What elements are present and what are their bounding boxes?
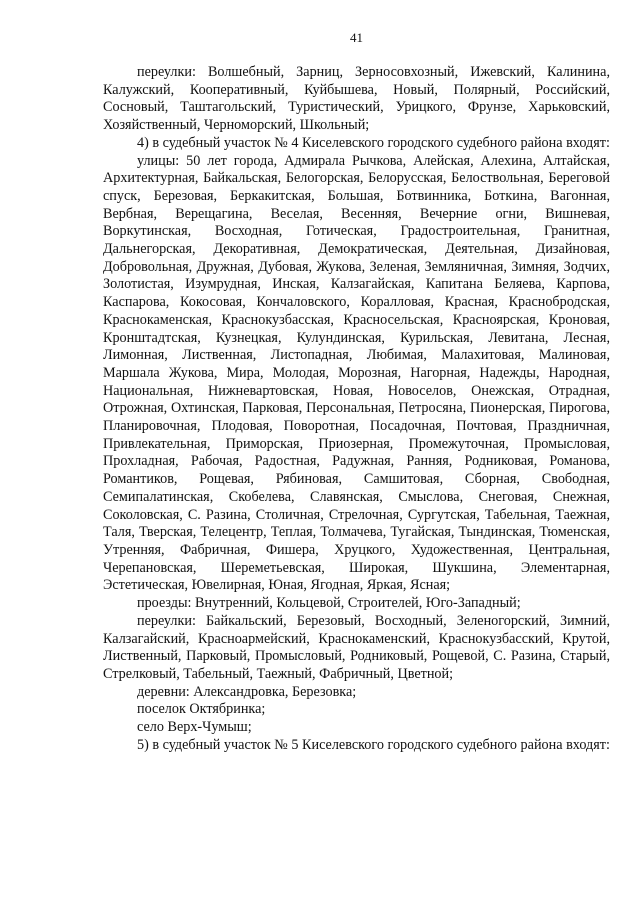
document-page: [103, 30, 610, 754]
paragraph-selo: село Верх-Чумыш;: [137, 719, 252, 736]
paragraph-passages-list: проезды: Внутренний, Кольцевой, Строителей, Юго-Западный;: [137, 595, 521, 612]
paragraph-lanes-list-section-4: переулки: Байкальский, Березовый, Восходный, Зеленогорский, Зимний, Калзагайский, Красноармейский, Краснокаменский, Краснокузбасский, Крутой, Лиственный, Парковый, Промысловый, Родниковый, Рощевой, С. Разина, Старый, Стрелковый, Табельный, Таежный, Фабричный, Цветной;: [103, 612, 610, 682]
paragraph-villages: деревни: Александровка, Березовка;: [137, 683, 357, 700]
paragraph-lanes-list: переулки: Волшебный, Зарниц, Зерносовхозный, Ижевский, Калинина, Калужский, Кооперативный, Куйбышева, Новый, Полярный, Российский, Сосновый, Таштагольский, Туристический, Урицкого, Фрунзе, Харьковский, Хозяйственный, Черноморский, Школьный;: [103, 64, 610, 134]
page-number: 41: [350, 30, 363, 45]
paragraph-streets-list: улицы: 50 лет города, Адмирала Рычкова, Алейская, Алехина, Алтайская, Архитектурная, Байкальская, Белогорская, Белорусская, Белоствольная, Береговой спуск, Березовая, Беркакитская, Большая, Ботвинника, Боткина, Вагонная, Вербная, Верещагина, Веселая, Весенняя, Вечерние огни, Вишневая, Воркутинская, Восходная, Готическая, Градостроительная, Гранитная, Дальнегорская, Декоративная, Демократическая, Деятельная, Дизайновая, Добровольная, Дружная, Дубовая, Жукова, Зеленая, Земляничная, Зимняя, Зодчих, Золотистая, Изумрудная, Инская, Калзагайская, Капитана Беляева, Карпова, Каспарова, Кокосовая, Кончаловского, Коралловая, Красная, Краснобродская, Краснокаменская, Краснокузбасская, Красносельская, Красноярская, Кроновая, Кронштадтская, Кузнецкая, Кулундинская, Курильская, Левитана, Лесная, Лимонная, Лиственная, Листопадная, Любимая, Малахитовая, Малиновая, Маршала Жукова, Мира, Молодая, Морозная, Нагорная, Надежды, Народная, Национальная, Нижневартовская, Новая, Новоселов, Онежская, Отрадная, Отрожная, Охтинская, Парковая, Персональная, Петросяна, Пионерская, Пирогова, Планировочная, Плодовая, Поворотная, Посадочная, Почтовая, Праздничная, Привлекательная, Приморская, Приозерная, Промежуточная, Промысловая, Прохладная, Рабочая, Радостная, Радужная, Ранняя, Родниковая, Романова, Романтиков, Рощевая, Рябиновая, Самшитовая, Сборная, Свободная, Семипалатинская, Скобелева, Славянская, Смыслова, Снеговая, Снежная, Соколовская, С. Разина, Столичная, Стрелочная, Сургутская, Табельная, Таежная, Таля, Тверская, Телецентр, Теплая, Толмачева, Тугайская, Тындинская, Тюменская, Утренняя, Фабричная, Фишера, Хруцкого, Художественная, Центральная, Черепановская, Шереметьевская, Широкая, Шукшина, Элементарная, Эстетическая, Ювелирная, Юная, Ягодная, Яркая, Ясная;: [103, 152, 610, 594]
paragraph-settlement: поселок Октябринка;: [137, 701, 266, 718]
paragraph-section-4-heading: 4) в судебный участок № 4 Киселевского городского судебного района входят:: [137, 134, 610, 151]
paragraph-section-5-heading: 5) в судебный участок № 5 Киселевского городского судебного района входят:: [137, 736, 610, 753]
